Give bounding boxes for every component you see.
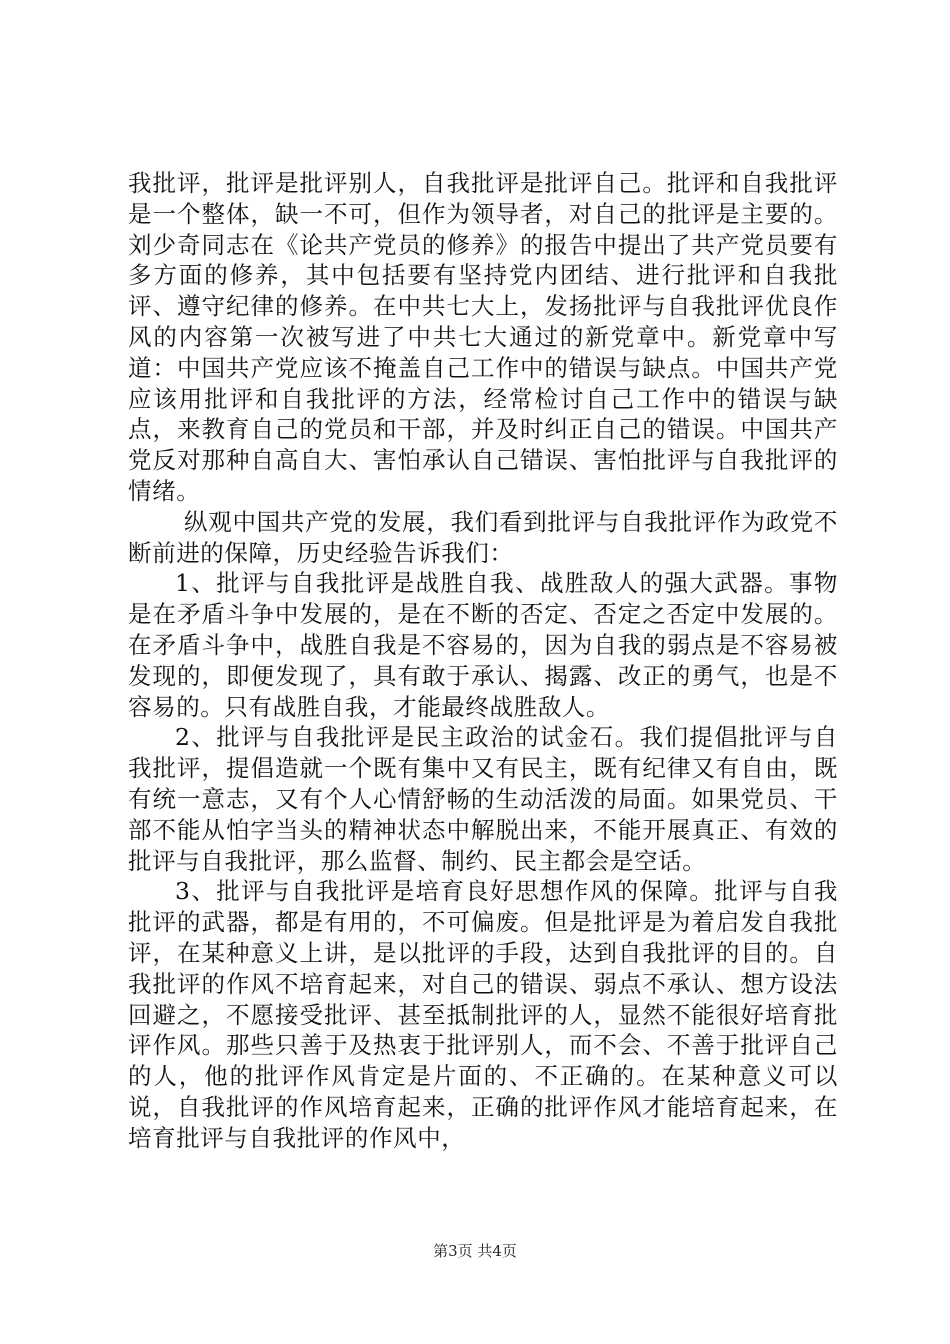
paragraph-intro: 纵观中国共产党的发展，我们看到批评与自我批评作为政党不断前进的保障，历史经验告诉我们： — [128, 507, 838, 567]
page-number-footer: 第3页 共4页 — [433, 1242, 517, 1260]
document-body — [128, 168, 838, 1154]
paragraph-point-2: 2、批评与自我批评是民主政治的试金石。我们提倡批评与自我批评，提倡造就一个既有集中又有民主，既有纪律又有自由，既有统一意志，又有个人心情舒畅的生动活泼的局面。如果党员、干部不能从怕字当头的精神状态中解脱出来，不能开展真正、有效的批评与自我批评，那么监督、制约、民主都会是空话。 — [128, 723, 838, 875]
paragraph-continuation: 我批评，批评是批评别人，自我批评是批评自己。批评和自我批评是一个整体，缺一不可，但作为领导者，对自己的批评是主要的。刘少奇同志在《论共产党员的修养》的报告中提出了共产党员要有多方面的修养，其中包括要有坚持党内团结、进行批评和自我批评、遵守纪律的修养。在中共七大上，发扬批评与自我批评优良作风的内容第一次被写进了中共七大通过的新党章中。新党章中写道：中国共产党应该不掩盖自己工作中的错误与缺点。中国共产党应该用批评和自我批评的方法，经常检讨自己工作中的错误与缺点，来教育自己的党员和干部，并及时纠正自己的错误。中国共产党反对那种自高自大、害怕承认自己错误、害怕批评与自我批评的情绪。 — [128, 169, 838, 505]
paragraph-point-3: 3、批评与自我批评是培育良好思想作风的保障。批评与自我批评的武器，都是有用的，不可偏废。但是批评是为着启发自我批评，在某种意义上讲，是以批评的手段，达到自我批评的目的。自我批评的作风不培育起来，对自己的错误、弱点不承认、想方设法回避之，不愿接受批评、甚至抵制批评的人，显然不能很好培育批评作风。那些只善于及热衷于批评别人，而不会、不善于批评自己的人，他的批评作风肯定是片面的、不正确的。在某种意义可以说，自我批评的作风培育起来，正确的批评作风才能培育起来，在培育批评与自我批评的作风中， — [128, 877, 838, 1152]
paragraph-point-1: 1、批评与自我批评是战胜自我、战胜敌人的强大武器。事物是在矛盾斗争中发展的，是在不断的否定、否定之否定中发展的。在矛盾斗争中，战胜自我是不容易的，因为自我的弱点是不容易被发现的，即便发现了，具有敢于承认、揭露、改正的勇气，也是不容易的。只有战胜自我，才能最终战胜敌人。 — [128, 569, 838, 721]
